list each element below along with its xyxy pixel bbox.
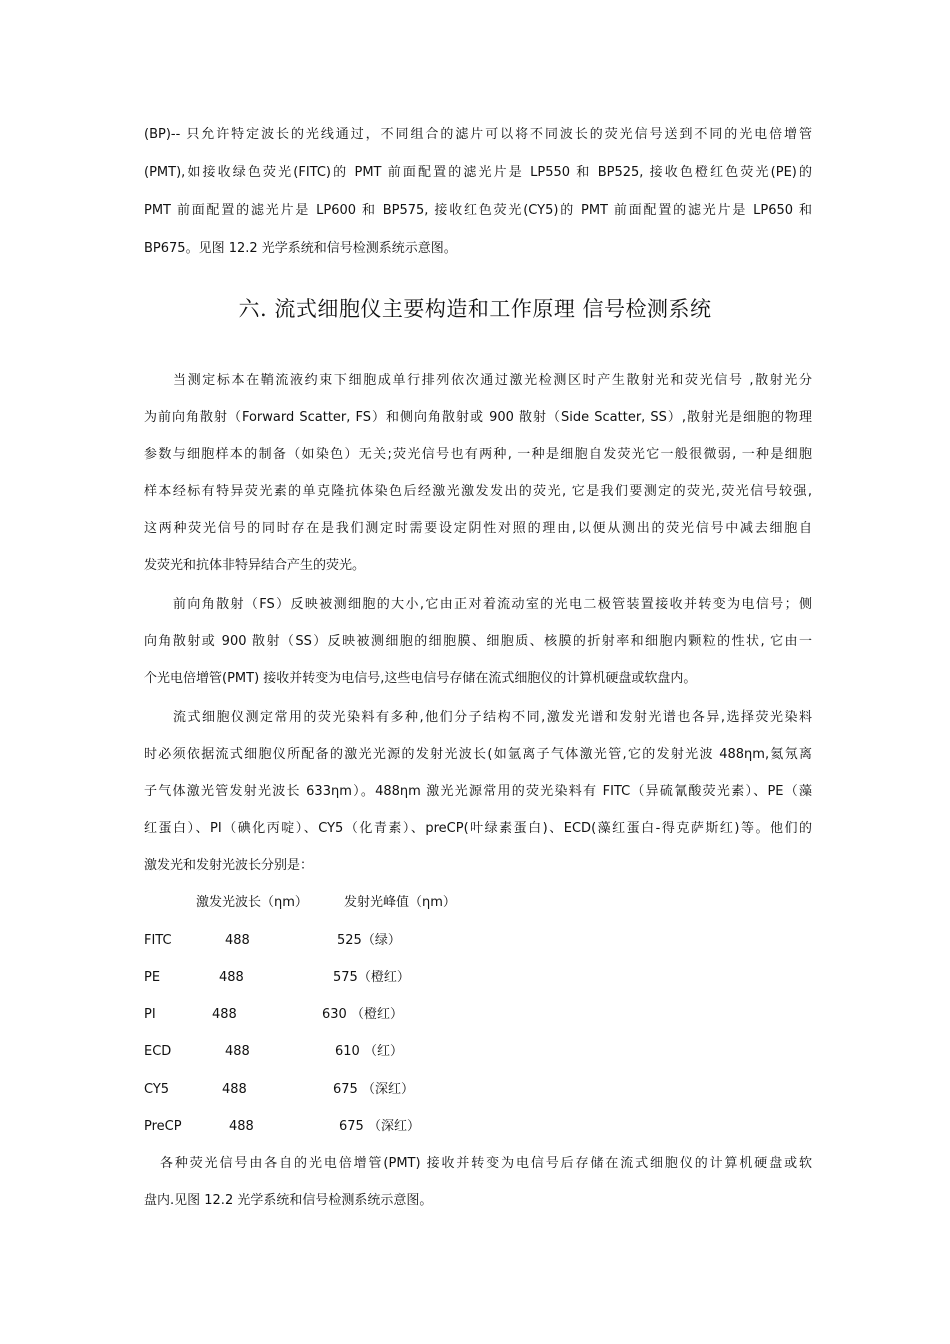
- dye-name: PreCP: [144, 1119, 182, 1134]
- paragraph-2-line-3: 个光电倍增管(PMT) 接收并转变为电信号,这些电信号存储在流式细胞仪的计算机硬盘或软盘内。: [144, 671, 697, 686]
- top-paragraph-line-2: (PMT),如接收绿色荧光(FITC)的 PMT 前面配置的滤光片是 LP550 和 BP525, 接收色橙红色荧光(PE)的: [144, 165, 812, 180]
- paragraph-1-line-3: 参数与细胞样本的制备（如染色）无关;荧光信号也有两种, 一种是细胞自发荧光它一般很微弱, 一种是细胞: [144, 447, 812, 462]
- paragraph-3-line-3: 子气体激光管发射光波长 633ηm）。488ηm 激光光源常用的荧光染料有 FITC（异硫氰酸荧光素）、PE（藻: [144, 784, 812, 799]
- paragraph-1-line-2: 为前向角散射（Forward Scatter, FS）和侧向角散射或 900 散射（Side Scatter, SS）,散射光是细胞的物理: [144, 410, 812, 425]
- dye-name: CY5: [144, 1082, 170, 1097]
- paragraph-4-line-2: 盘内.见图 12.2 光学系统和信号检测系统示意图。: [144, 1193, 433, 1208]
- paragraph-3-line-2: 时必须依据流式细胞仪所配备的激光光源的发射光波长(如氩离子气体激光管,它的发射光波 488ηm,氦氖离: [144, 747, 812, 762]
- paragraph-3-line-5: 激发光和发射光波长分别是：: [144, 858, 314, 873]
- excitation-value: 488: [219, 970, 244, 985]
- excitation-value: 488: [212, 1007, 237, 1022]
- emission-value: 675 （深红）: [333, 1082, 414, 1097]
- paragraph-3-line-1: 流式细胞仪测定常用的荧光染料有多种,他们分子结构不同,激发光谱和发射光谱也各异,选择荧光染料: [173, 710, 812, 725]
- excitation-value: 488: [222, 1082, 247, 1097]
- emission-value: 675 （深红）: [339, 1119, 420, 1134]
- excitation-value: 488: [225, 933, 250, 948]
- paragraph-4-line-1: 各种荧光信号由各自的光电倍增管(PMT) 接收并转变为电信号后存储在流式细胞仪的计算机硬盘或软: [160, 1156, 812, 1171]
- paragraph-2-line-2: 向角散射或 900 散射（SS）反映被测细胞的细胞膜、细胞质、核膜的折射率和细胞内颗粒的性状, 它由一: [144, 634, 812, 649]
- section-heading: 六. 流式细胞仪主要构造和工作原理 信号检测系统: [238, 297, 712, 321]
- top-paragraph-line-4: BP675。见图 12.2 光学系统和信号检测系统示意图。: [144, 241, 457, 256]
- emission-value: 610 （红）: [335, 1044, 403, 1059]
- paragraph-1-line-5: 这两种荧光信号的同时存在是我们测定时需要设定阴性对照的理由,以便从测出的荧光信号中减去细胞自: [144, 521, 812, 536]
- top-paragraph-line-1: (BP)-- 只允许特定波长的光线通过，不同组合的滤片可以将不同波长的荧光信号送到不同的光电倍增管: [144, 127, 812, 142]
- table-header-excitation: 激发光波长（ηm）: [196, 895, 308, 910]
- dye-name: FITC: [144, 933, 172, 948]
- paragraph-2-line-1: 前向角散射（FS）反映被测细胞的大小,它由正对着流动室的光电二极管装置接收并转变为电信号；侧: [173, 597, 812, 612]
- emission-value: 525（绿）: [337, 933, 401, 948]
- paragraph-1-line-1: 当测定标本在鞘流液约束下细胞成单行排列依次通过激光检测区时产生散射光和荧光信号 ,散射光分: [173, 373, 812, 388]
- paragraph-3-line-4: 红蛋白）、PI（碘化丙啶）、CY5（化青素）、preCP(叶绿素蛋白)、ECD(藻红蛋白-得克萨斯红)等。他们的: [144, 821, 812, 836]
- dye-name: PI: [144, 1007, 156, 1022]
- dye-name: PE: [144, 970, 161, 985]
- dye-name: ECD: [144, 1044, 172, 1059]
- emission-value: 575（橙红）: [333, 970, 410, 985]
- paragraph-1-line-4: 样本经标有特异荧光素的单克隆抗体染色后经激光激发发出的荧光, 它是我们要测定的荧光,荧光信号较强,: [144, 484, 812, 499]
- paragraph-1-line-6: 发荧光和抗体非特异结合产生的荧光。: [144, 558, 366, 573]
- excitation-value: 488: [225, 1044, 250, 1059]
- emission-value: 630 （橙红）: [322, 1007, 403, 1022]
- top-paragraph-line-3: PMT 前面配置的滤光片是 LP600 和 BP575, 接收红色荧光(CY5)的 PMT 前面配置的滤光片是 LP650 和: [144, 203, 812, 218]
- table-header-emission: 发射光峰值（ηm）: [344, 895, 456, 910]
- excitation-value: 488: [229, 1119, 254, 1134]
